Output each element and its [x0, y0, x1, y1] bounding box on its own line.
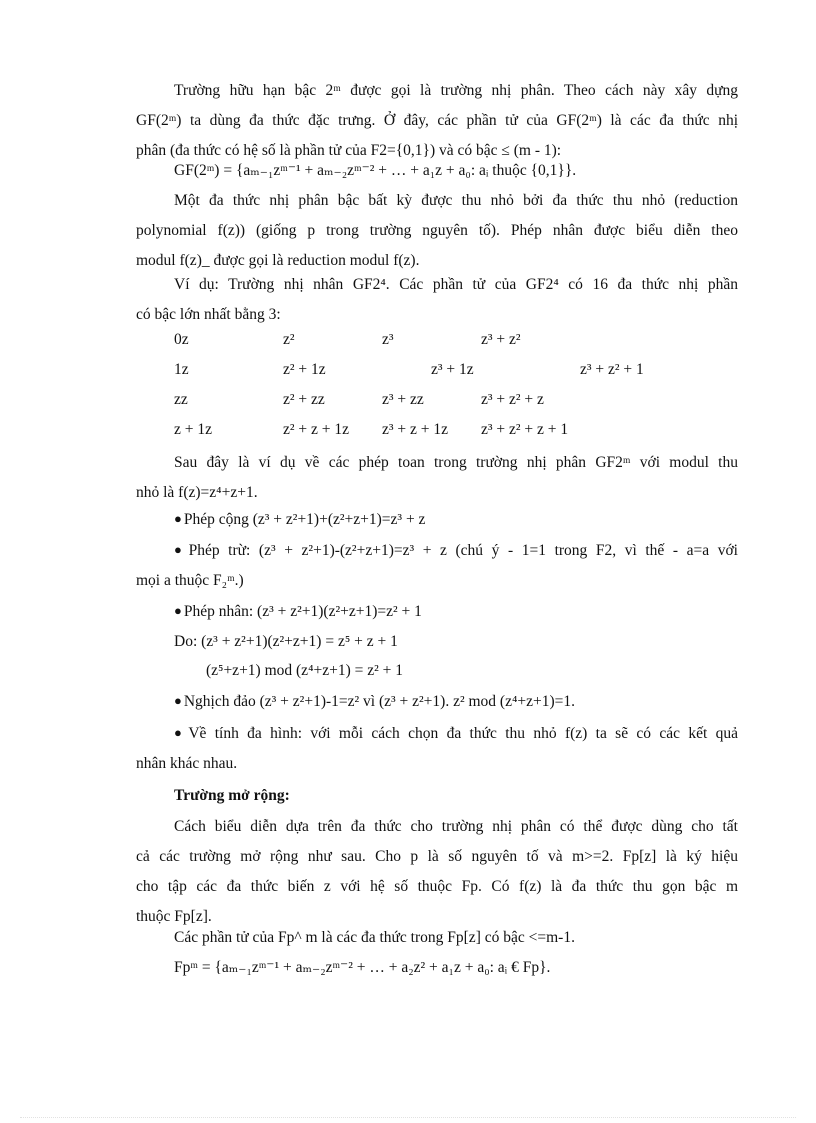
bullet-icon: ● — [174, 603, 182, 618]
text-line: cả các trường mở rộng như sau. Cho p là số nguyên tố và m>=2. Fp[z] là ký hiệu — [136, 848, 738, 865]
text-line: modul f(z)_ được gọi là reduction modul f(z). — [136, 252, 420, 269]
table-cell: z³ — [382, 331, 394, 348]
table-cell: 1z — [174, 361, 189, 378]
op-do-line1: Do: (z³ + z²+1)(z²+z+1) = z⁵ + z + 1 — [174, 633, 398, 650]
text-line: thuộc Fp[z]. — [136, 908, 212, 925]
op-polymorphism — [136, 719, 738, 779]
table-cell: z² + zz — [283, 391, 325, 408]
text-line: Ví dụ: Trường nhị nhân GF2⁴. Các phần tử của GF2⁴ có 16 đa thức nhị phần — [174, 276, 738, 293]
table-cell: zz — [174, 391, 188, 408]
table-cell: z³ + z² + 1 — [580, 361, 644, 378]
bullet-icon: ● — [174, 542, 187, 557]
bullet-icon: ● — [174, 725, 187, 740]
bullet-icon: ● — [174, 511, 182, 526]
paragraph-extension-fields — [136, 812, 738, 932]
op-inverse — [174, 687, 575, 717]
op-text: Về tính đa hình: với mỗi cách chọn đa thức thu nhỏ f(z) ta sẽ có các kết quả — [188, 725, 738, 742]
paragraph-reduction — [136, 186, 738, 276]
table-cell: z³ + z² + z + 1 — [481, 421, 569, 438]
op-subtraction — [136, 536, 738, 596]
text-line: cho tập các đa thức biến z với hệ số thuộc Fp. Có f(z) là đa thức thu gọn bậc m — [136, 878, 738, 895]
text-line: phân (đa thức có hệ số là phần tử của F2={0,1}) và có bậc ≤ (m - 1): — [136, 142, 562, 159]
text-line — [136, 719, 738, 749]
text-line: Trường hữu hạn bậc 2ᵐ được gọi là trường nhị phân. Theo cách này xây dựng — [174, 82, 738, 99]
table-cell: z³ + z² — [481, 331, 521, 348]
paragraph-operations-intro — [136, 448, 738, 508]
text-line: nhân khác nhau. — [136, 755, 238, 772]
text-line: GF(2ᵐ) ta dùng đa thức đặc trưng. Ở đây, các phần tử của GF(2ᵐ) là các đa thức nhị — [136, 112, 738, 129]
text-line: mọi a thuộc F₂ᵐ.) — [136, 572, 244, 589]
op-text: Phép trừ: (z³ + z²+1)-(z²+z+1)=z³ + z (chú ý - 1=1 trong F2, vì thế - a=a với — [188, 542, 738, 559]
text-line: Sau đây là ví dụ về các phép toan trong trường nhị phân GF2ᵐ với modul thu — [174, 454, 738, 471]
text-line: Một đa thức nhị phân bậc bất kỳ được thu nhỏ bởi đa thức thu nhỏ (reduction — [174, 192, 738, 209]
paragraph-example — [136, 270, 738, 330]
op-addition — [174, 505, 425, 535]
text-line: có bậc lớn nhất bằng 3: — [136, 306, 281, 323]
op-do-line2: (z⁵+z+1) mod (z⁴+z+1) = z² + 1 — [206, 662, 404, 679]
op-text: Nghịch đảo (z³ + z²+1)-1=z² vì (z³ + z²+1). z² mod (z⁴+z+1)=1. — [183, 693, 575, 710]
gf-definition: GF(2ᵐ) = {aₘ₋₁zᵐ⁻¹ + aₘ₋₂zᵐ⁻² + … + a₁z + a₀: aᵢ thuộc {0,1}}. — [174, 162, 577, 179]
section-heading: Trường mở rộng: — [174, 787, 290, 804]
op-text: Phép nhân: (z³ + z²+1)(z²+z+1)=z² + 1 — [183, 603, 422, 620]
table-cell: z² + 1z — [283, 361, 326, 378]
table-cell: z² + z + 1z — [283, 421, 350, 438]
paragraph-fp-elements: Các phần tử của Fp^ m là các đa thức trong Fp[z] có bậc <=m-1. — [174, 929, 575, 946]
table-cell: z³ + z² + z — [481, 391, 544, 408]
fp-definition: Fpᵐ = {aₘ₋₁zᵐ⁻¹ + aₘ₋₂zᵐ⁻² + … + a₂z² + a₁z + a₀: aᵢ € Fp}. — [174, 959, 551, 976]
table-cell: z³ + z + 1z — [382, 421, 449, 438]
bullet-icon: ● — [174, 693, 182, 708]
op-multiplication — [174, 597, 422, 627]
table-cell: z² — [283, 331, 295, 348]
text-line: nhỏ là f(z)=z⁴+z+1. — [136, 484, 258, 501]
table-cell: z³ + 1z — [431, 361, 474, 378]
table-cell: 0z — [174, 331, 189, 348]
text-line: Cách biểu diễn dựa trên đa thức cho trường nhị phân có thể được dùng cho tất — [174, 818, 738, 835]
text-line — [136, 536, 738, 566]
table-cell: z + 1z — [174, 421, 213, 438]
table-cell: z³ + zz — [382, 391, 424, 408]
op-text: Phép cộng (z³ + z²+1)+(z²+z+1)=z³ + z — [183, 511, 426, 528]
paragraph-binary-field — [136, 76, 738, 166]
text-line: polynomial f(z)) (giống p trong trường nguyên tố). Phép nhân được biểu diễn theo — [136, 222, 738, 239]
page-border — [20, 1117, 796, 1118]
